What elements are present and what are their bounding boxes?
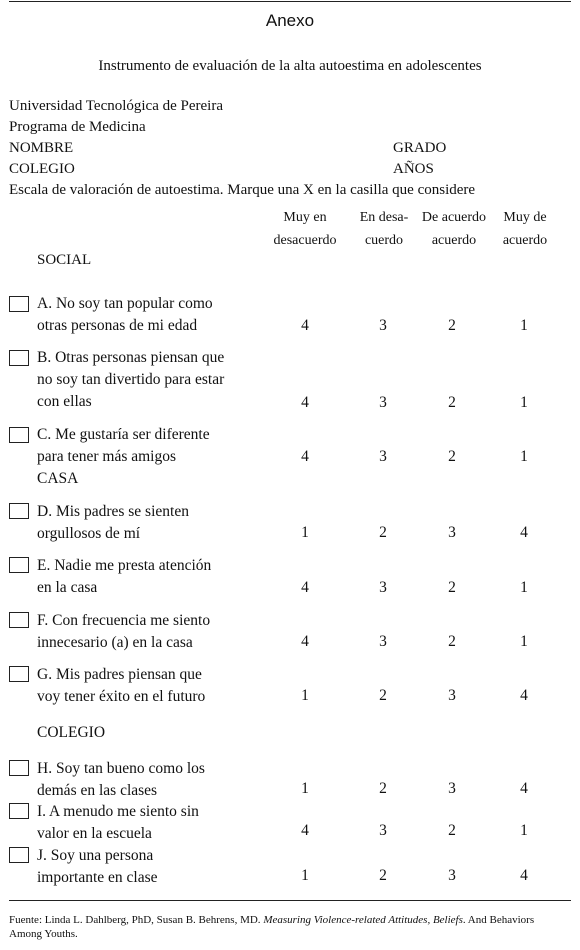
score-item-e-1: 4 xyxy=(301,579,309,596)
column-header-line1: En desa- xyxy=(359,210,409,225)
nombre-label: NOMBRE xyxy=(9,140,74,156)
item-line: H. Soy tan bueno como los xyxy=(37,760,205,777)
item-line: para tener más amigos xyxy=(37,448,177,465)
item-line: C. Me gustaría ser diferente xyxy=(37,426,210,443)
score-item-a-4: 1 xyxy=(520,317,528,334)
score-item-h-1: 1 xyxy=(301,780,309,797)
item-line: I. A menudo me siento sin xyxy=(37,803,199,820)
footer-suffix: . And Behaviors Among Youths. xyxy=(9,914,535,940)
program-label: Programa de Medicina xyxy=(9,119,146,135)
score-item-b-1: 4 xyxy=(301,394,309,411)
item-line: B. Otras personas piensan que xyxy=(37,349,225,366)
score-item-d-4: 4 xyxy=(520,524,528,541)
item-line: con ellas xyxy=(37,393,92,410)
score-item-e-4: 1 xyxy=(520,579,528,596)
column-header xyxy=(265,206,345,252)
column-header-line1: De acuerdo xyxy=(421,210,487,225)
footer-italic-title: Measuring Violence-related Attitudes, Beliefs xyxy=(263,914,463,926)
bottom-rule xyxy=(9,900,571,901)
score-item-a-3: 2 xyxy=(448,317,456,334)
item-c-text xyxy=(37,424,210,468)
column-header-line1: Muy en xyxy=(283,210,327,225)
item-g-text xyxy=(37,664,205,708)
item-line: voy tener éxito en el futuro xyxy=(37,688,206,705)
score-item-j-3: 3 xyxy=(448,867,456,884)
checkbox-item-d[interactable] xyxy=(9,503,29,519)
score-item-g-4: 4 xyxy=(520,687,528,704)
anos-label: AÑOS xyxy=(393,161,434,177)
score-item-i-1: 4 xyxy=(301,822,309,839)
score-item-i-3: 2 xyxy=(448,822,456,839)
checkbox-item-j[interactable] xyxy=(9,847,29,863)
column-header xyxy=(349,206,419,252)
score-item-f-2: 3 xyxy=(379,633,387,650)
item-line: orgullosos de mí xyxy=(37,525,141,542)
score-item-c-2: 3 xyxy=(379,448,387,465)
score-item-d-1: 1 xyxy=(301,524,309,541)
score-item-b-2: 3 xyxy=(379,394,387,411)
score-item-i-4: 1 xyxy=(520,822,528,839)
score-item-a-1: 4 xyxy=(301,317,309,334)
score-item-j-1: 1 xyxy=(301,867,309,884)
item-b-text xyxy=(37,347,224,413)
item-line: no soy tan divertido para estar xyxy=(37,371,225,388)
item-line: F. Con frecuencia me siento xyxy=(37,612,211,629)
item-f-text xyxy=(37,610,210,654)
score-item-f-4: 1 xyxy=(520,633,528,650)
item-j-text xyxy=(37,845,158,889)
score-item-g-2: 2 xyxy=(379,687,387,704)
column-header xyxy=(414,206,494,252)
score-item-b-4: 1 xyxy=(520,394,528,411)
checkbox-item-g[interactable] xyxy=(9,666,29,682)
item-line: innecesario (a) en la casa xyxy=(37,634,193,651)
section-colegio: COLEGIO xyxy=(37,724,106,741)
item-e-text xyxy=(37,555,211,599)
checkbox-item-i[interactable] xyxy=(9,803,29,819)
colegio-field-label: COLEGIO xyxy=(9,161,75,177)
footer-source xyxy=(9,913,569,941)
item-line: demás en las clases xyxy=(37,782,158,799)
column-header-line2: cuerdo xyxy=(364,233,404,248)
column-header-line2: acuerdo xyxy=(431,233,477,248)
score-item-j-4: 4 xyxy=(520,867,528,884)
score-item-e-3: 2 xyxy=(448,579,456,596)
score-item-a-2: 3 xyxy=(379,317,387,334)
score-item-c-4: 1 xyxy=(520,448,528,465)
score-item-i-2: 3 xyxy=(379,822,387,839)
checkbox-item-c[interactable] xyxy=(9,427,29,443)
score-item-j-2: 2 xyxy=(379,867,387,884)
checkbox-item-f[interactable] xyxy=(9,612,29,628)
checkbox-item-a[interactable] xyxy=(9,296,29,312)
checkbox-item-b[interactable] xyxy=(9,350,29,366)
score-item-f-1: 4 xyxy=(301,633,309,650)
item-line: J. Soy una persona xyxy=(37,847,154,864)
item-line: otras personas de mi edad xyxy=(37,317,198,334)
score-item-g-3: 3 xyxy=(448,687,456,704)
column-header-line2: acuerdo xyxy=(502,233,548,248)
footer-prefix: Fuente: Linda L. Dahlberg, PhD, Susan B. Behrens, MD. xyxy=(9,914,264,926)
item-line: importante en clase xyxy=(37,869,158,886)
item-d-text xyxy=(37,501,189,545)
top-rule xyxy=(9,1,571,2)
item-line: G. Mis padres piensan que xyxy=(37,666,202,683)
checkbox-item-h[interactable] xyxy=(9,760,29,776)
column-header xyxy=(492,206,558,252)
column-header-line2: desacuerdo xyxy=(273,233,337,248)
page-title: Anexo xyxy=(265,11,315,30)
checkbox-item-e[interactable] xyxy=(9,557,29,573)
university-label: Universidad Tecnológica de Pereira xyxy=(9,98,224,114)
item-line: valor en la escuela xyxy=(37,825,152,842)
score-item-h-4: 4 xyxy=(520,780,528,797)
column-header-line1: Muy de xyxy=(503,210,547,225)
score-item-h-3: 3 xyxy=(448,780,456,797)
score-item-e-2: 3 xyxy=(379,579,387,596)
section-casa: CASA xyxy=(37,470,79,487)
item-i-text xyxy=(37,801,199,845)
score-item-d-2: 2 xyxy=(379,524,387,541)
score-item-h-2: 2 xyxy=(379,780,387,797)
instructions: Escala de valoración de autoestima. Marque una X en la casilla que considere xyxy=(9,182,476,198)
score-item-c-3: 2 xyxy=(448,448,456,465)
item-line: E. Nadie me presta atención xyxy=(37,557,212,574)
section-social: SOCIAL xyxy=(37,252,92,268)
item-h-text xyxy=(37,758,205,802)
score-item-g-1: 1 xyxy=(301,687,309,704)
item-line: A. No soy tan popular como xyxy=(37,295,213,312)
score-item-f-3: 2 xyxy=(448,633,456,650)
score-item-d-3: 3 xyxy=(448,524,456,541)
page-subtitle: Instrumento de evaluación de la alta autoestima en adolescentes xyxy=(98,58,482,74)
score-item-c-1: 4 xyxy=(301,448,309,465)
item-a-text xyxy=(37,293,213,337)
score-item-b-3: 2 xyxy=(448,394,456,411)
item-line: D. Mis padres se sienten xyxy=(37,503,189,520)
item-line: en la casa xyxy=(37,579,98,596)
grado-label: GRADO xyxy=(393,140,447,156)
